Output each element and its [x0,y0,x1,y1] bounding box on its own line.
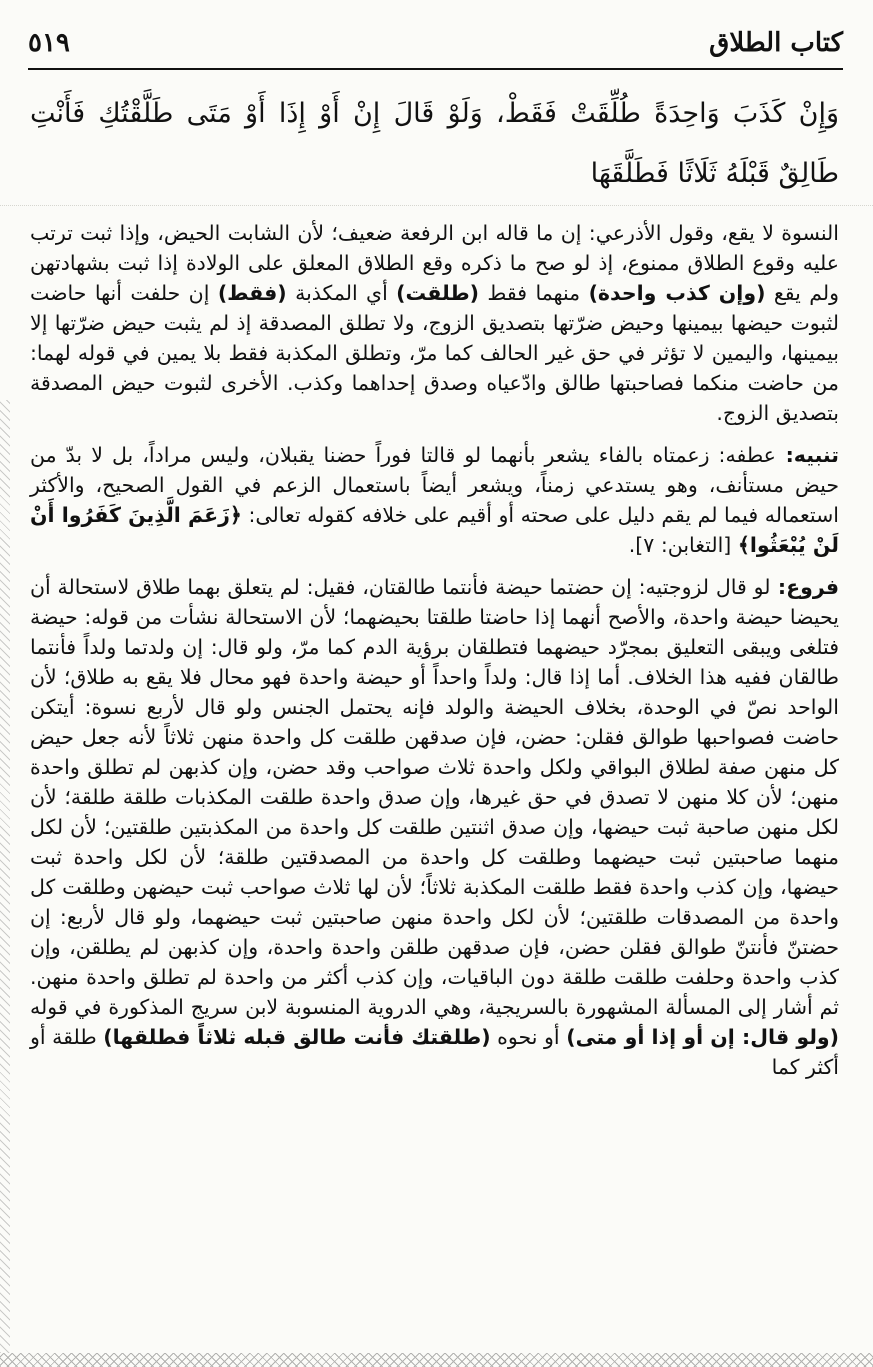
page-number: ٥١٩ [28,28,70,58]
page-header [28,22,843,70]
quoted-matn-segment: (وإن كذب واحدة) [588,281,766,305]
commentary-segment: عطفه: زعمتاه بالفاء يشعر بأنهما لو قالتا فوراً حضنا يقبلان، وليس مراداً، بل لا بدّ من حيض مستأنف، وهو يستدعي زمناً، ويشعر أيضاً باستعمال الزعم في القول الصحيح، والأكثر استعماله فيما لم يقم دليل على صحته أو أقيم على خلافه كقوله تعالى: [30,443,839,527]
quoted-matn-segment: (طلقتك فأنت طالق قبله ثلاثاً فطلقها) [103,1025,491,1049]
quoted-matn-segment: (طلقت) [396,281,480,305]
commentary-segment: [التغابن: ٧]. [628,533,738,557]
side-ornament [0,400,10,1353]
commentary-segment: إن حلفت أنها حاضت لثبوت حيضها بيمينها وحيض ضرّتها بتصديق الزوج، ولا تطلق المصدقة إذ لم يثبت حيض ضرّتها إلا بيمينها، واليمين لا تؤثر في حق غير الحالف كما مرّ، وتطلق المكذبة فقط بلا يمين في قوله لهما: من حاضت منكما فصاحبتها طالق وادّعياه وصدق إحداهما وكذب. الأخرى لثبوت حيض المصدقة بتصديق الزوج. [30,281,839,425]
section-divider [0,205,873,206]
matn-text: وَإِنْ كَذَبَ وَاحِدَةً طُلِّقَتْ فَقَطْ، وَلَوْ قَالَ إِنْ أَوْ إِذَا أَوْ مَتَى طَلَّقْتُكِ فَأَنْتِ طَالِقٌ قَبْلَهُ ثَلَاثًا فَطَلَّقَهَا [30,98,839,189]
quoted-matn-segment: ﴿زَعَمَ الَّذِينَ كَفَرُوا أَنْ لَنْ يُبْعَثُوا﴾ [30,503,839,557]
quoted-matn-segment: (فقط) [217,281,287,305]
commentary-text [30,218,839,1094]
commentary-paragraph [30,572,839,1082]
commentary-segment: أو نحوه [490,1025,567,1049]
quoted-matn-segment: تنبيه: [775,443,839,467]
commentary-paragraph [30,218,839,428]
chapter-title: كتاب الطلاق [709,28,843,58]
bottom-ornament [0,1353,873,1367]
commentary-segment: منهما فقط [479,281,589,305]
commentary-segment: النسوة لا يقع، وقول الأذرعي: إن ما قاله ابن الرفعة ضعيف؛ لأن الشابت الحيض، وإذا ثبت ترتب عليه وقوع الطلاق ممنوع، إذ لو صح ما ذكره وقع الطلاق المعلق على الولادة إذا ثبت بشهادتهن ولم يقع [30,221,839,305]
quoted-matn-segment: فروع: [770,575,839,599]
commentary-segment: أي المكذبة [286,281,397,305]
commentary-segment: لو قال لزوجتيه: إن حضتما حيضة فأنتما طالقتان، فقيل: لم يتعلق بهما طلاق لاستحالة أن يحيضا حيضة واحدة، والأصح أنهما إذا حاضتا طلقتا بحيضهما؛ لأن الاستحالة نشأت من قوله: حيضة فتلغى ويبقى التعليق بمجرّد حيضهما فتطلقان برؤية الدم كما مرّ، ولو قال: إن ولدتما ولداً فأنتما طالقان ففيه هذا الخلاف. أما إذا قال: ولداً واحداً أو حيضة واحدة فهو محال فلا يقع به طلاق؛ لأن الواحد نصّ في الوحدة، بخلاف الحيضة والولد فإنه يحتمل الجنس ولو قال لأربع نسوة: أيتكن حاضت فصواحبها طوالق فقلن: حضن، فإن صدقهن طلقت كل واحدة منهن ثلاثاً لأنه جعل حيض كل منهن صفة لطلاق البواقي ولكل واحدة ثلاث صواحب وقد حضن، وإن كذبهن لم تطلق واحدة منهن؛ لأن كلا منهن لا تصدق في حق غيرها، وإن صدق واحدة طلقت المكذبات طلقة طلقة؛ لأن لكل منهن صاحبة ثبت حيضها، وإن صدق اثنتين طلقت كل واحدة من المكذبتين طلقتين؛ لأن لكل منهما صاحبتين ثبت حيضهما وطلقت كل واحدة من المصدقتين طلقة؛ لأن لكل واحدة ثبت حيضها، وإن كذب واحدة فقط طلقت المكذبة ثلاثاً؛ لأن لها ثلاث صواحب ثبت حيضهن وطلقت كل واحدة من المصدقات طلقتين؛ لأن لكل واحدة منهن صاحبتين ثبت حيضهما، ولو قال لأربع: إن حضتنّ فأنتنّ طوالق فقلن حضن، فإن صدقهن طلقن واحدة واحدة، وإن كذبهن لم يطلقن، وإن كذب واحدة وحلفت طلقت طلقة دون الباقيات، وإن كذب أكثر من واحدة لم تطلق واحدة منهن. ثم أشار إلى المسألة المشهورة بالسريجية، وهي الدروية المنسوبة لابن سريج المذكورة في قوله [30,575,839,1019]
commentary-paragraph [30,440,839,560]
quoted-matn-segment: (ولو قال: إن أو إذا أو متى) [566,1025,839,1049]
commentary-segment: طلقة أو أكثر كما [30,1025,839,1079]
